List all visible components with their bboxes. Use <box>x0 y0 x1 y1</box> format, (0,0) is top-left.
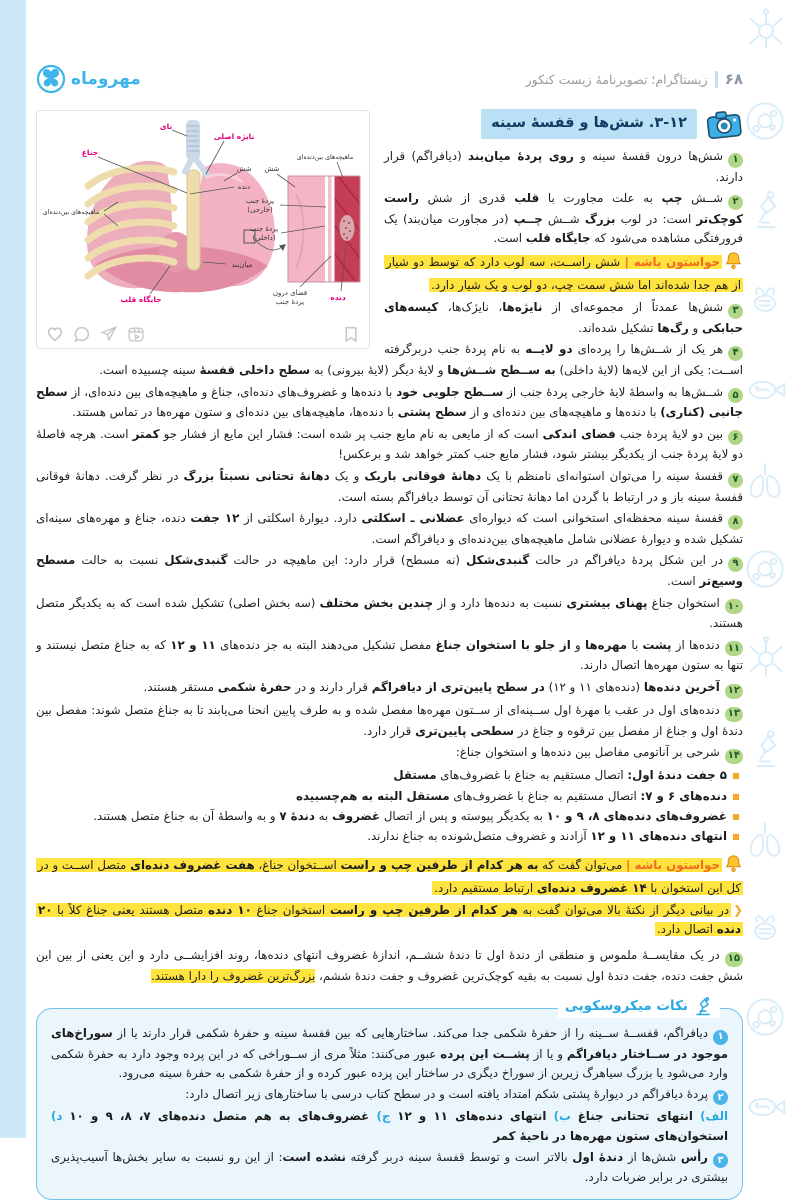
page-number: ۶۸ <box>724 70 743 88</box>
point-number-badge: ۲ <box>728 195 743 210</box>
book-title: زیستاگرام؛ تصویرنامهٔ زیست کنکور <box>525 71 708 87</box>
point-number-badge: ۱۵ <box>725 952 743 967</box>
micro-point-2 <box>51 1085 728 1106</box>
left-accent-strip <box>0 0 26 1138</box>
point-number-badge: ۱ <box>728 153 743 168</box>
bell-icon <box>724 862 743 876</box>
label-rib-inset: دنده <box>330 293 346 302</box>
publisher-logo <box>36 64 141 94</box>
section-title: ۳-۱۲. شش‌ها و قفسهٔ سینه <box>481 109 697 139</box>
microscopic-notes-title: نکات میکروسکوپی <box>558 996 720 1018</box>
lungs-watermark-icon <box>743 817 787 861</box>
label-sternum: جناغ <box>81 148 99 157</box>
fish-icon <box>743 367 789 413</box>
point-text: قفسهٔ سینه را می‌توان استوانه‌ای نامنظم با یک دهانهٔ فوقانی باریک و یک دهانهٔ تحتانی نسبتاً بزرگ در نظر گرفت. دهانهٔ فوقانی قفسهٔ سینه باز و در ارتباط با گردن اما دهانهٔ تحتانی آن توسط دیافراگم بسته است. <box>36 469 743 504</box>
butterfly-logo-icon <box>36 64 66 94</box>
comment-icon <box>73 325 91 343</box>
cell-icon <box>743 547 787 591</box>
label-intercostal-inset: ماهیچه‌های بین‌دنده‌ای <box>296 154 354 161</box>
point-number-badge: ۱۳ <box>725 707 743 722</box>
point-text: پردهٔ دیافراگم در دیوارهٔ پشتی شکم امتداد یافته است و در سطح کتاب درسی با ساختارهای زیر اتصال دارد: <box>185 1086 708 1101</box>
label-lung-inset: شش <box>264 165 280 173</box>
point-number-badge: ۱۱ <box>725 641 743 656</box>
svg-text:(داخلی): (داخلی) <box>252 234 276 242</box>
note-label: حواستون باشه | <box>626 857 720 872</box>
point-text: دنده‌های اول در عقب با مهرهٔ اول ســینه‌ای از ســتون مهره‌ها مفصل شده و به طرف پایین انحنا می‌یابند تا به جناغ متصل شوند: مفصل بین دندهٔ اول و جناغ از مفصل بین ترقوه و جناغ در سطحی پایین‌تری قرار دارد. <box>36 703 743 738</box>
note-text: شش راســت، سه لوب دارد که توسط دو شیار از هم جدا شده‌اند اما شش سمت چپ، دو لوب و یک شیار دارد. <box>386 255 741 293</box>
label-pleural-space: فضای درون <box>272 289 308 297</box>
joint-list-item-2: دنده‌های ۶ و ۷: اتصال مستقیم به جناغ با غضروف‌های مستقل البته به هم‌چسبیده <box>36 787 743 806</box>
note-continuation-icon: ❮ <box>733 903 744 918</box>
page-header-right <box>526 70 743 88</box>
square-bullet-icon <box>733 794 739 800</box>
point-9 <box>36 551 743 591</box>
point-number-badge: ۸ <box>728 515 743 530</box>
point-number-badge: ۱ <box>713 1030 728 1045</box>
label-rib: دنده <box>237 183 251 191</box>
reels-icon <box>127 325 145 343</box>
point-text: در این شکل پردهٔ دیافراگم در حالت گنبدی‌شکل (نه مسطح) قرار دارد: این ماهیچه در حالت گنبدی‌شکل نسبت به حالت مسطح وسیع‌تر است. <box>36 553 743 589</box>
share-icon <box>100 325 118 343</box>
microscope-watermark-icon <box>743 727 789 773</box>
point-11 <box>36 636 743 676</box>
point-text: دنده‌ها از پشت با مهره‌ها و از جلو با استخوان جناغ مفصل تشکیل می‌دهند البته به جز دنده‌های ۱۱ و ۱۲ که به جناغ متصل نیستند و تنها به ستون مهره‌ها اتصال دارند. <box>36 637 743 673</box>
point-number-badge: ۱۲ <box>725 684 743 699</box>
bee-icon <box>743 278 787 322</box>
anatomy-figure-card <box>36 110 370 349</box>
note-text: می‌توان گفت که به هر کدام از طرفین چپ و راست اســتخوان جناغ، هفت غضروف دنده‌ای متصل اســت و در کل این استخوان با ۱۴ غضروف دنده‌ای ارتباط مستقیم دارد. <box>37 857 741 895</box>
label-heart-location: جایگاه قلب <box>120 295 162 304</box>
lettered-items-line: الف) انتهای تحتانی جناغ ب) انتهای دنده‌های ۱۱ و ۱۲ ج) غضروف‌های به هم متصل دنده‌های ۷، ۸، ۹ و ۱۰ د) استخوان‌های ستون مهره‌ها در ناحیهٔ کمر <box>51 1109 729 1143</box>
svg-text:(خارجی): (خارجی) <box>247 206 273 214</box>
point-number-badge: ۷ <box>728 473 743 488</box>
point-text: در یک مقایســهٔ ملموس و منطقی از دندهٔ اول تا دندهٔ ششــم، اندازهٔ غضروف انتهای دنده‌ها، روند افزایشــی دارد و این یعنی از بین این شش جفت دنده، جفت دندهٔ اول نسبت به بقیه کوچک‌ترین غضروف و جفت دندهٔ ششم، بزرگ‌ترین غضروف را دارا هستند. <box>36 948 743 983</box>
point-text: شرحی بر آناتومی مفاصل بین دنده‌ها و استخوان جناغ: <box>455 745 720 760</box>
pleura-inset <box>288 176 360 282</box>
neuron-icon <box>743 636 789 682</box>
point-14 <box>36 743 743 764</box>
point-number-badge: ۹ <box>728 557 743 572</box>
cell-icon <box>743 995 787 1039</box>
publisher-name: مهروماه <box>71 69 141 89</box>
cell-icon <box>743 99 787 143</box>
label-outer-pleura: پردهٔ جنب <box>245 197 275 205</box>
bell-icon <box>724 259 743 273</box>
attention-note-2-continued <box>36 901 743 939</box>
micro-point-1 <box>51 1024 728 1083</box>
point-text: بین دو لایهٔ پردهٔ جنب فضای اندکی است که از مایعی به نام مایع جنب پر شده است: فشار این مایع از فشار جو کمتر است. هرچه فاصلهٔ دو لایهٔ پردهٔ جنب از یکدیگر بیشتر شود، فشار مایع جنب کمتر خواهد شد و برعکس! <box>36 426 743 462</box>
microscope-icon <box>693 997 713 1017</box>
point-text: شش‌ها عمدتاً از مجموعه‌ای از نایژه‌ها، نایژک‌ها، کیسه‌های حبابکی و رگ‌ها تشکیل شده‌اند. <box>384 300 743 335</box>
point-text: شــش‌ها به واسطهٔ لایهٔ خارجی پردهٔ جنب از ســطح جلویی خود با دنده‌ها و غضروف‌های دنده‌ای، جناغ و ماهیچه‌های بین دنده‌ای، از سطح جانبی (کناری) با دنده‌ها و ماهیچه‌های بین دنده‌ای و از سطح پشتی با دنده‌ها، ماهیچه‌های بین دنده‌ای و ستون مهره‌ها در تماس هستند. <box>36 384 743 420</box>
fish-icon <box>743 1084 789 1130</box>
instagram-actions-row <box>40 320 366 345</box>
bookmark-icon <box>342 325 360 343</box>
biology-watermark-pattern <box>743 0 803 1138</box>
square-bullet-icon <box>733 773 739 779</box>
point-number-badge: ۱۰ <box>725 599 743 614</box>
point-13 <box>36 701 743 741</box>
microscope-watermark-icon <box>743 188 789 234</box>
point-text: دیافراگم، قفســهٔ ســینه را از حفرهٔ شکمی جدا می‌کند. ساختارهایی که بین قفسهٔ سینه و حفرهٔ شکمی قرار دارند یا از سوراخ‌های موجود در ســاختار دیافراگم و یا از پشــت این پرده عبور می‌کنند: مثلاً مری از ســوراخی که در این پرده وجود دارد به حفرهٔ شکمی وارد می‌شود یا بزرگ سیاهرگ زیرین از سوراخ دیگری در ساختار این پرده عبور کرده و از حفرهٔ شکمی به حفرهٔ سینه می‌رود. <box>51 1026 728 1080</box>
note-label: حواستون باشه | <box>624 255 721 270</box>
camera-icon <box>703 106 744 142</box>
joint-list-item-4: انتهای دنده‌های ۱۱ و ۱۲ آزادند و غضروف متصل‌شونده به جناغ ندارند. <box>36 827 743 846</box>
square-bullet-icon <box>733 834 739 840</box>
micro-point-3 <box>51 1148 728 1188</box>
label-intercostal-muscles: ماهیچه‌های بین‌دنده‌ای <box>42 209 100 216</box>
neuron-icon <box>743 8 789 54</box>
svg-text:پردهٔ جنب: پردهٔ جنب <box>275 298 305 306</box>
label-inner-pleura: پردهٔ جنب <box>249 225 279 233</box>
point-number-badge: ۳ <box>728 304 743 319</box>
page-header <box>36 64 743 94</box>
note-text: در بیانی دیگر از نکتهٔ بالا می‌توان گفت به هر کدام از طرفین چپ و راست استخوان جناغ ۱۰ دنده متصل هستند یعنی جناغ کلاً با ۲۰ دنده اتصال دارد. <box>38 903 741 937</box>
like-heart-icon <box>46 325 64 343</box>
ribcage-lungs-illustration <box>38 114 366 314</box>
point-text: استخوان جناغ پهنای بیشتری نسبت به دنده‌ها دارد و از چندین بخش مختلف (سه بخش اصلی) تشکیل شده است که به یکدیگر متصل هستند. <box>36 595 743 631</box>
attention-note-2 <box>36 854 743 898</box>
bee-icon <box>743 906 787 950</box>
micro-point-2-items <box>51 1107 728 1145</box>
point-number-badge: ۵ <box>728 388 743 403</box>
point-number-badge: ۲ <box>713 1090 728 1105</box>
lungs-watermark-icon <box>743 458 787 502</box>
microscopic-notes-box <box>36 998 743 1200</box>
point-15 <box>36 946 743 986</box>
point-7 <box>36 467 743 507</box>
point-5 <box>36 383 743 423</box>
point-text: هر یک از شــش‌ها را پرده‌ای دو لایــه به نام پردهٔ جنب دربرگرفته اســت: یکی از این لایه‌ها (لایهٔ داخلی) به ســطح شــش‌ها و لایهٔ دیگر (لایهٔ بیرونی) به سطح داخلی قفسهٔ سینه چسبیده است. <box>99 342 743 378</box>
point-6 <box>36 425 743 465</box>
label-main-bronchus: نایژه اصلی <box>213 132 255 141</box>
point-text: قفسهٔ سینه محفظه‌ای استخوانی است که دیواره‌ای عضلانی ـ اسکلتی دارد. دیوارهٔ اسکلتی از ۱۲ جفت دنده، جناغ و مهره‌های سینه‌ای تشکیل شده و دیوارهٔ عضلانی شامل ماهیچه‌های بین‌دنده‌ای و دیافراگم است. <box>36 511 743 546</box>
section-title-row <box>384 108 743 140</box>
label-lung: شش <box>236 165 252 173</box>
joint-list-item-1: ۵ جفت دندهٔ اول: اتصال مستقیم به جناغ با غضروف‌های مستقل <box>36 766 743 785</box>
point-8 <box>36 509 743 549</box>
point-number-badge: ۶ <box>728 430 743 445</box>
joint-list-item-3: غضروف‌های دنده‌های ۸، ۹ و ۱۰ به یکدیگر پیوسته و پس از اتصال غضروف به دندهٔ ۷ و به واسطهٔ آن به جناغ متصل هستند. <box>36 807 743 826</box>
header-divider <box>715 71 718 88</box>
point-12 <box>36 678 743 699</box>
point-number-badge: ۱۴ <box>725 749 743 764</box>
point-text: شش‌ها درون قفسهٔ سینه و روی پردهٔ میان‌بند (دیافراگم) قرار دارند. <box>384 149 743 184</box>
point-number-badge: ۳ <box>713 1153 728 1168</box>
point-text: آخرین دنده‌ها (دنده‌های ۱۱ و ۱۲) در سطح پایین‌تری از دیافراگم قرار دارند و در حفرهٔ شکمی مستقر هستند. <box>143 680 720 695</box>
point-text: شــش چپ به علت مجاورت با قلب قدری از شش راست کوچک‌تر است: در لوب بزرگ شــش چــپ (در مجاورت میان‌بند) یک فرورفتگی مشاهده می‌شود که جایگاه قلب است. <box>384 191 743 245</box>
label-trachea: نای <box>159 122 173 131</box>
point-10 <box>36 594 743 634</box>
square-bullet-icon <box>733 814 739 820</box>
point-number-badge: ۴ <box>728 346 743 361</box>
label-diaphragm: میان‌بند <box>231 261 253 269</box>
point-text: رأس شش‌ها از دندهٔ اول بالاتر است و توسط قفسهٔ سینه دربر گرفته نشده است: از این رو نسبت به سایر بخش‌ها آسیب‌پذیری بیشتری در برابر ضربات دارد. <box>51 1149 728 1185</box>
